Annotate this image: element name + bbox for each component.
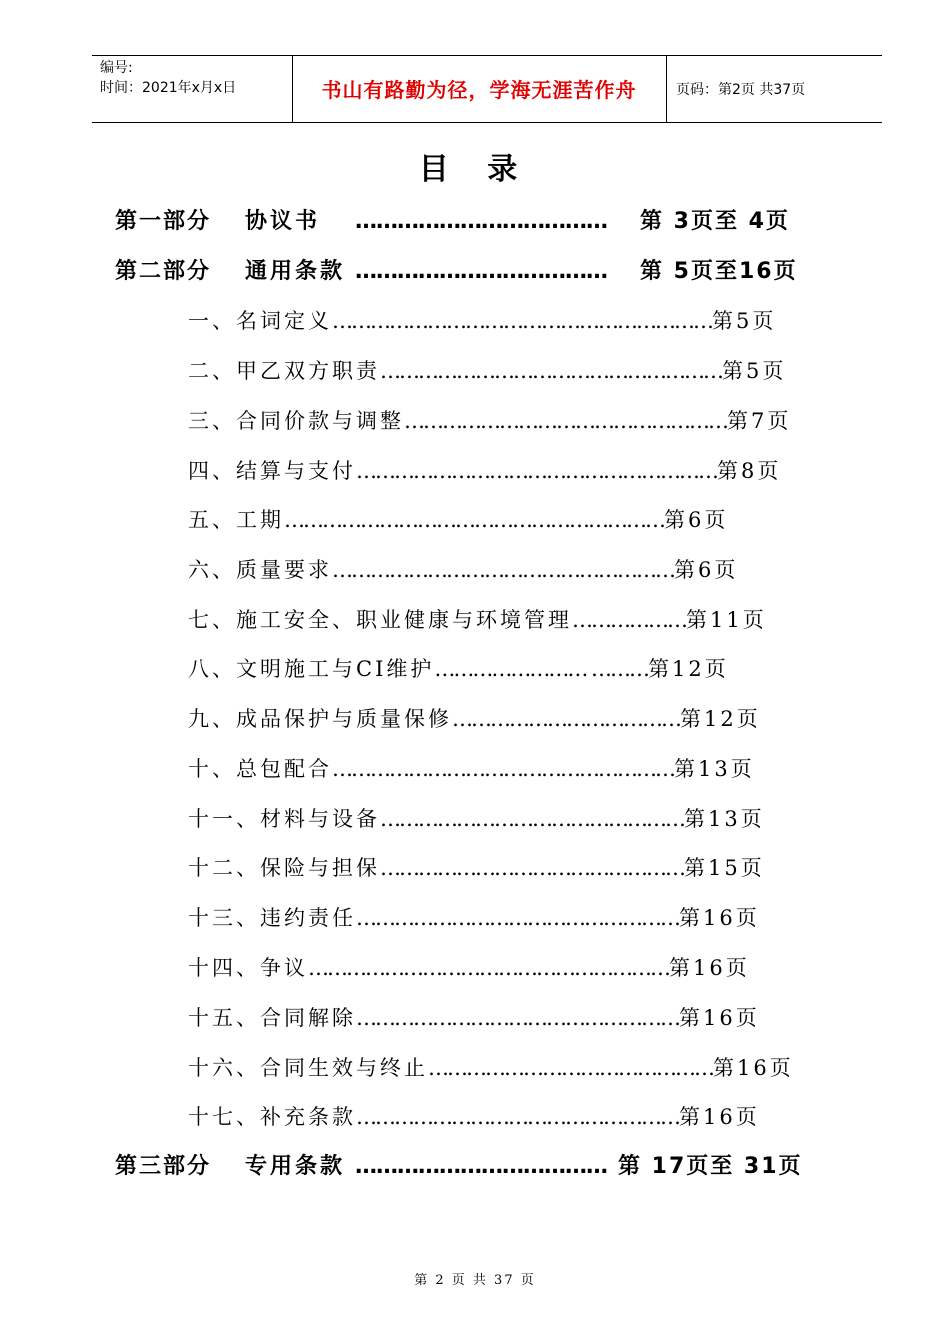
leader-dots: ………………………………………… <box>380 807 684 831</box>
entry-title: 十六、合同生效与终止 <box>188 1056 428 1080</box>
header-meta <box>100 58 236 98</box>
leader-dots: …………………………………………… <box>356 906 679 930</box>
leader-dots: ……………………………………………… <box>332 558 674 582</box>
entry-page: 第16页 <box>713 1056 794 1080</box>
leader-dots: …………………………………………… <box>356 1105 679 1129</box>
leader-dots: …………………… ……… <box>434 657 649 681</box>
entry-title: 十七、补充条款 <box>188 1105 356 1129</box>
entry-page: 第15页 <box>684 856 765 880</box>
leader-dots: …………………………………………… <box>404 409 727 433</box>
entry-title: 十三、违约责任 <box>188 906 356 930</box>
part-pages: 第 17页至 31页 <box>618 1154 803 1179</box>
leader-dots: ……………………………………… <box>428 1056 713 1080</box>
entry-page: 第6页 <box>674 558 739 582</box>
entry-title: 二、甲乙双方职责 <box>188 359 380 383</box>
toc-entry[interactable] <box>188 752 755 786</box>
entry-title: 十、总包配合 <box>188 757 332 781</box>
entry-page: 第13页 <box>674 757 755 781</box>
toc-entry[interactable] <box>188 851 765 885</box>
entry-page: 第13页 <box>684 807 765 831</box>
part-pages: 第 5页至16页 <box>640 259 798 284</box>
entry-title: 八、文明施工与CI维护 <box>188 657 435 681</box>
code-label: 编号: <box>100 60 133 76</box>
leader-dots: ……………… <box>572 608 686 632</box>
toc-entry[interactable] <box>188 454 781 488</box>
part-pages: 第 3页至 4页 <box>640 209 790 234</box>
leader-dots: ……………………………………………… <box>380 359 722 383</box>
toc-entry[interactable] <box>188 702 761 736</box>
toc-entry[interactable] <box>188 901 760 935</box>
header-motto: 书山有路勤为径，学海无涯苦作舟 <box>321 78 637 102</box>
entry-page: 第7页 <box>727 409 792 433</box>
entry-page: 第12页 <box>648 657 729 681</box>
entry-page: 第16页 <box>669 956 750 980</box>
entry-page: 第5页 <box>722 359 787 383</box>
part-label: 第三部分 <box>115 1154 212 1179</box>
toc-entry[interactable] <box>188 553 738 587</box>
entry-page: 第16页 <box>679 1006 760 1030</box>
toc-entry[interactable] <box>188 354 786 388</box>
time-label: 时间：2021年x月x日 <box>100 80 237 96</box>
leader-dots: ………………………………………………… <box>356 459 717 483</box>
entry-page: 第5页 <box>712 309 777 333</box>
entry-title: 五、工期 <box>188 508 284 532</box>
leader-dots: …………………………………………………… <box>332 309 712 333</box>
entry-title: 十一、材料与设备 <box>188 807 380 831</box>
leader-dots: ……………………………… <box>355 1154 607 1179</box>
entry-page: 第8页 <box>717 459 782 483</box>
entry-title: 一、名词定义 <box>188 309 332 333</box>
entry-title: 十四、争议 <box>188 956 308 980</box>
part-name: 协议书 <box>245 209 321 234</box>
entry-title: 六、质量要求 <box>188 558 332 582</box>
entry-title: 四、结算与支付 <box>188 459 356 483</box>
leader-dots: …………………………………………… <box>356 1006 679 1030</box>
page-header <box>92 55 882 123</box>
entry-title: 九、成品保护与质量保修 <box>188 707 452 731</box>
toc-entry[interactable] <box>188 503 728 537</box>
leader-dots: ……………………………… <box>355 259 607 284</box>
entry-page: 第11页 <box>686 608 767 632</box>
toc-entry[interactable] <box>188 404 791 438</box>
leader-dots: ……………………………… <box>452 707 680 731</box>
part-name: 通用条款 <box>245 259 346 284</box>
part-label: 第二部分 <box>115 259 212 284</box>
entry-page: 第16页 <box>679 1105 760 1129</box>
entry-page: 第12页 <box>680 707 761 731</box>
entry-page: 第6页 <box>664 508 729 532</box>
toc-part-row[interactable] <box>115 255 815 289</box>
leader-dots: ……………………………… <box>355 209 607 234</box>
part-label: 第一部分 <box>115 209 212 234</box>
toc-entry[interactable] <box>188 1001 760 1035</box>
toc-entry[interactable] <box>188 1051 794 1085</box>
entry-title: 七、施工安全、职业健康与环境管理 <box>188 608 572 632</box>
toc-entry[interactable] <box>188 951 750 985</box>
part-name: 专用条款 <box>245 1154 346 1179</box>
page-footer: 第 2 页 共 37 页 <box>414 1273 536 1288</box>
toc-entry[interactable] <box>188 802 765 836</box>
header-divider <box>666 56 667 122</box>
toc-title: 目 录 <box>418 152 532 187</box>
toc-entry[interactable] <box>188 1100 760 1134</box>
entry-page: 第16页 <box>679 906 760 930</box>
entry-title: 十二、保险与担保 <box>188 856 380 880</box>
toc-entry[interactable] <box>188 304 776 338</box>
leader-dots: ……………………………………………… <box>332 757 674 781</box>
leader-dots: …………………………………………………… <box>284 508 664 532</box>
leader-dots: ………………………………………………… <box>308 956 669 980</box>
toc-part-row[interactable] <box>115 1150 815 1184</box>
toc-part-row[interactable] <box>115 205 815 239</box>
toc-entry[interactable] <box>188 652 729 686</box>
toc-entry[interactable] <box>188 603 767 637</box>
header-page-info: 页码：第2页 共37页 <box>676 82 806 98</box>
leader-dots: ………………………………………… <box>380 856 684 880</box>
entry-title: 三、合同价款与调整 <box>188 409 404 433</box>
entry-title: 十五、合同解除 <box>188 1006 356 1030</box>
